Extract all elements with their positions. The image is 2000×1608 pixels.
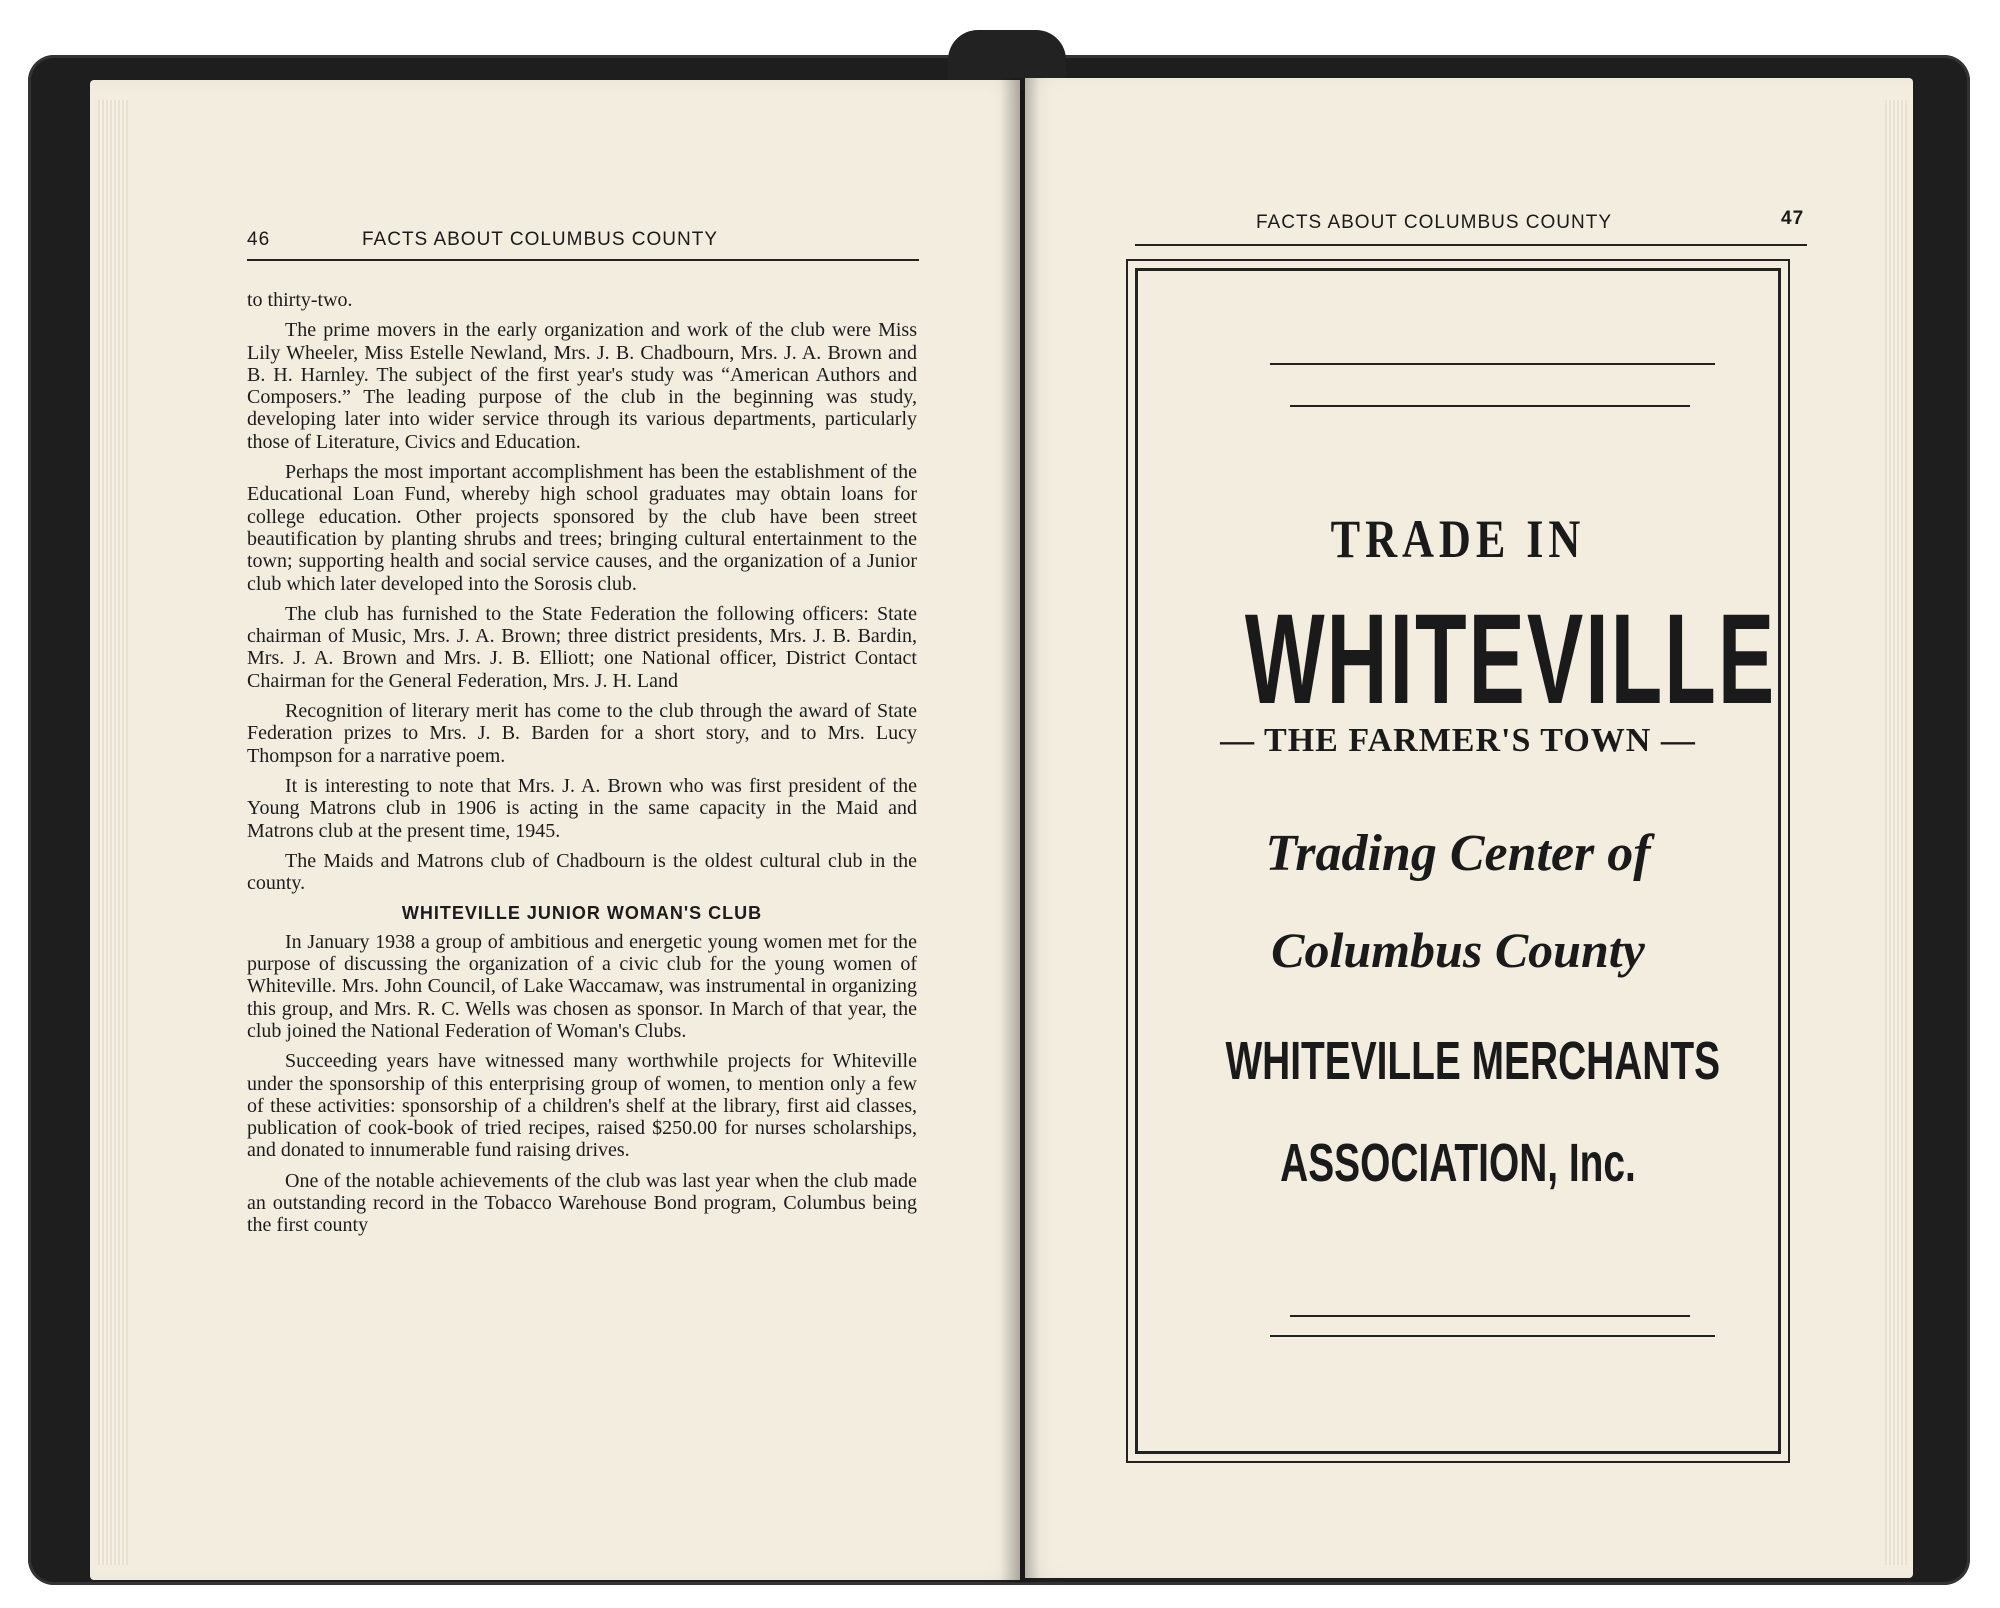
ad-divider xyxy=(1270,1335,1715,1337)
ad-divider xyxy=(1290,1315,1690,1317)
ad-divider xyxy=(1290,405,1690,407)
left-page-edges xyxy=(98,100,128,1565)
left-page-number: 46 xyxy=(247,229,271,250)
ad-whiteville: WHITEVILLE xyxy=(1244,588,1777,731)
paragraph: Perhaps the most important accomplishment has been the establishment of the Educational Loan Fund, whereby high school graduates may obtain loans for college education. Other projects sponsored by the club have been street beautification by planting shrubs and trees; bringing cultural entertainment to the town; supporting health and social service causes, and the organization of a Junior club which later developed into the Sorosis club. xyxy=(247,461,917,595)
paragraph: The prime movers in the early organization and work of the club were Miss Lily Wheeler, Miss Estelle Newland, Mrs. J. B. Chadbourn, Mrs. J. A. Brown and B. H. Harnley. The subject of the first year's study was “American Authors and Composers.” The leading purpose of the club in the beginning was study, developing later into wider service through its various departments, particularly those of Literature, Civics and Education. xyxy=(247,319,917,453)
paragraph: to thirty-two. xyxy=(247,289,353,311)
right-page-edges xyxy=(1885,100,1907,1565)
paragraph: In January 1938 a group of ambitious and energetic young women met for the purpose of discussing the organization of a civic club for the young women of Whiteville. Mrs. John Council, of Lake Waccamaw, was instrumental in organizing this group, and Mrs. R. C. Wells was chosen as sponsor. In March of that year, the club joined the National Federation of Woman's Clubs. xyxy=(247,930,917,1042)
ad-trading-center: Trading Center of xyxy=(1265,825,1651,882)
right-page-number: 47 xyxy=(1781,208,1805,229)
right-running-head: FACTS ABOUT COLUMBUS COUNTY xyxy=(1256,212,1613,233)
ad-merchants: WHITEVILLE MERCHANTS xyxy=(1225,1031,1721,1091)
paragraph: Recognition of literary merit has come to the club through the award of State Federation prizes to Mrs. J. B. Barden for a short story, and to Mrs. Lucy Thompson for a narrative poem. xyxy=(247,700,917,767)
ad-trade-in: TRADE IN xyxy=(1330,509,1586,569)
paragraph: Succeeding years have witnessed many worthwhile projects for Whiteville under the sponsorship of this enterprising group of women, to mention only a few of these activities: sponsorship of a children's shelf at the library, first aid classes, publication of cook-book of tried recipes, raised $250.00 for nurses scholarships, and donated to innumerable fund raising drives. xyxy=(247,1050,917,1162)
left-header-rule xyxy=(247,259,919,261)
paragraph: The club has furnished to the State Federation the following officers: State chairman of Music, Mrs. J. A. Brown; three district presidents, Mrs. J. B. Bardin, Mrs. J. A. Brown and Mrs. J. B. Elliott; one National officer, District Contact Chairman for the General Federation, Mrs. J. H. Land xyxy=(247,602,917,692)
left-page-body xyxy=(247,289,917,1245)
book-gutter xyxy=(1000,78,1040,1583)
left-running-head: FACTS ABOUT COLUMBUS COUNTY xyxy=(362,229,719,250)
paragraph: It is interesting to note that Mrs. J. A. Brown who was first president of the Young Matrons club in 1906 is acting in the same capacity in the Maid and Matrons club at the present time, 1945. xyxy=(247,774,917,842)
ad-divider xyxy=(1270,363,1715,365)
paragraph: The Maids and Matrons club of Chadbourn is the oldest cultural club in the county. xyxy=(247,849,917,895)
paragraph: One of the notable achievements of the club was last year when the club made an outstanding record in the Tobacco Warehouse Bond program, Columbus being the first county xyxy=(247,1169,917,1237)
section-heading: WHITEVILLE JUNIOR WOMAN'S CLUB xyxy=(401,903,763,924)
ad-association: ASSOCIATION, Inc. xyxy=(1280,1133,1636,1193)
ad-columbus-county: Columbus County xyxy=(1271,922,1645,978)
ad-farmers-town: — THE FARMER'S TOWN — xyxy=(1220,722,1696,759)
right-header-rule xyxy=(1135,244,1807,246)
